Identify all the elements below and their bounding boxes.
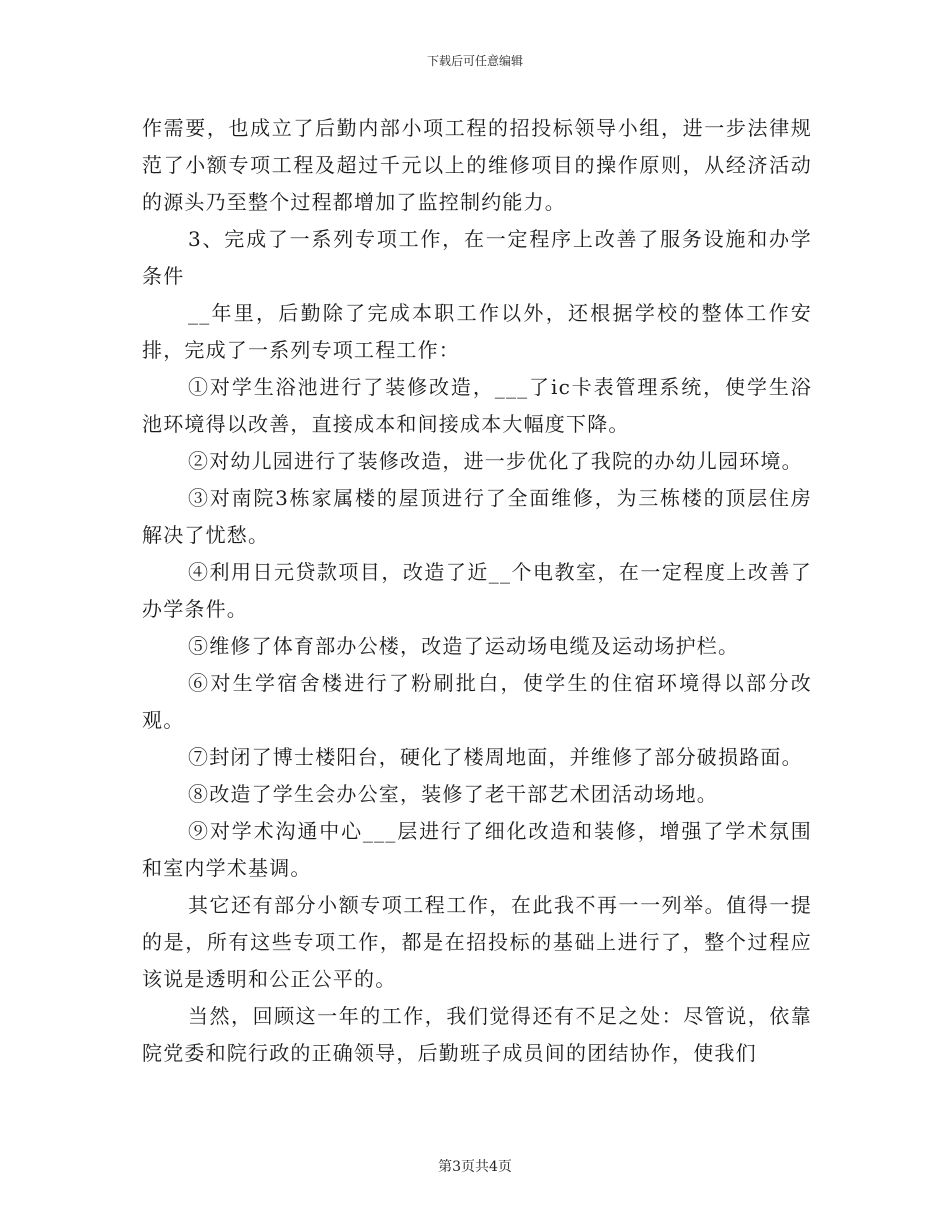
list-item: ⑥对生学宿舍楼进行了粉刷批白，使学生的住宿环境得以部分改观。 [142, 671, 812, 732]
list-item: ①对学生浴池进行了装修改造，___了ic卡表管理系统，使学生浴池环境得以改善，直接成本和间接成本大幅度下降。 [142, 375, 812, 436]
list-item: ⑨对学术沟通中心___层进行了细化改造和装修，增强了学术氛围和室内学术基调。 [142, 819, 812, 880]
list-item: ⑧改造了学生会办公室，装修了老干部艺术团活动场地。 [188, 782, 718, 806]
paragraph: 当然，回顾这一年的工作，我们觉得还有不足之处：尽管说，依靠院党委和院行政的正确领导，后勤班子成员间的团结协作，使我们 [142, 1004, 812, 1065]
list-item: ⑤维修了体育部办公楼，改造了运动场电缆及运动场护栏。 [188, 634, 740, 658]
page-number-footer: 第3页共4页 [438, 1159, 512, 1175]
list-item: ④利用日元贷款项目，改造了近__个电教室，在一定程度上改善了办学条件。 [142, 560, 812, 621]
paragraph: __年里，后勤除了完成本职工作以外，还根据学校的整体工作安排，完成了一系列专项工程工作： [142, 301, 812, 362]
page-header: 下载后可任意编辑 [426, 54, 523, 68]
paragraph: 其它还有部分小额专项工程工作，在此我不再一一列举。值得一提的是，所有这些专项工作，都是在招投标的基础上进行了，整个过程应该说是透明和公正公平的。 [142, 893, 812, 991]
paragraph: 作需要，也成立了后勤内部小项工程的招投标领导小组，进一步法律规范了小额专项工程及超过千元以上的维修项目的操作原则，从经济活动的源头乃至整个过程都增加了监控制约能力。 [142, 116, 812, 214]
list-item: ⑦封闭了博士楼阳台，硬化了楼周地面，并维修了部分破损路面。 [188, 745, 803, 769]
section-heading: 3、完成了一系列专项工作，在一定程序上改善了服务设施和办学条件 [142, 227, 812, 288]
document-body [142, 110, 812, 1072]
list-item: ②对幼儿园进行了装修改造，进一步优化了我院的办幼儿园环境。 [188, 449, 803, 473]
list-item: ③对南院3栋家属楼的屋顶进行了全面维修，为三栋楼的顶层住房解决了忧愁。 [142, 486, 812, 547]
